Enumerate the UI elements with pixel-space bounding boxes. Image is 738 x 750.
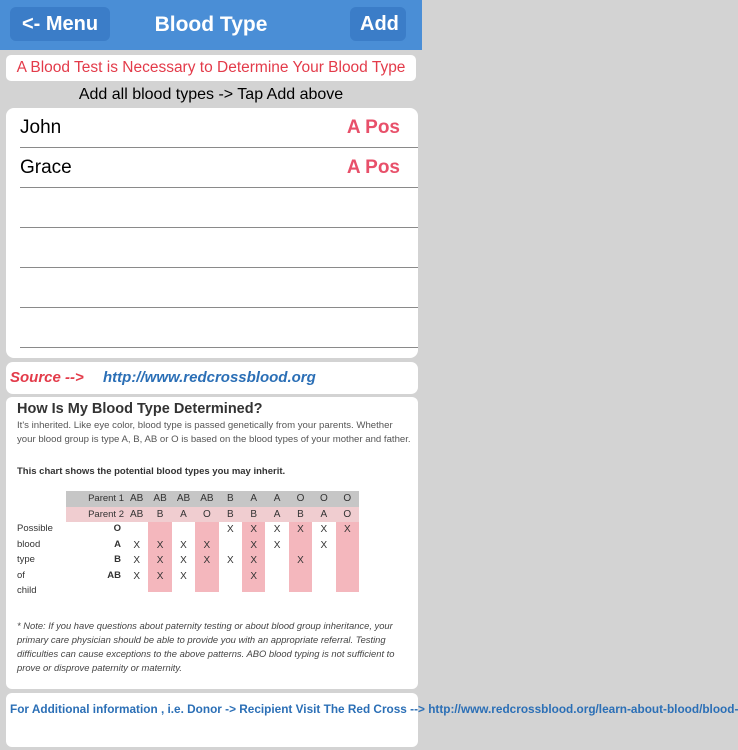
parent-1-type: O xyxy=(319,493,328,504)
possible-type-mark: X xyxy=(250,539,258,551)
possible-type-mark: X xyxy=(320,524,328,535)
parent-1-type: B xyxy=(226,493,234,504)
person-blood-type: A Pos xyxy=(346,157,400,178)
source-link[interactable]: http://www.redcrossblood.org xyxy=(103,369,316,386)
parent-2-type: A xyxy=(273,508,281,520)
child-blood-type: B xyxy=(114,554,121,565)
blood-type-list xyxy=(6,108,418,358)
possible-type-mark: X xyxy=(226,555,234,566)
parent-2-type: B xyxy=(156,508,164,520)
empty-list-row xyxy=(20,188,418,228)
additional-info-bar xyxy=(6,693,738,747)
parent-1-type: AB xyxy=(200,493,214,504)
chart-heading: This chart shows the potential blood types you may inherit. xyxy=(17,466,286,477)
parent-1-type: A xyxy=(273,493,281,504)
person-blood-type: A Pos xyxy=(346,117,400,138)
possible-type-mark: X xyxy=(273,524,281,535)
person-name: John xyxy=(20,117,62,138)
additional-info-link[interactable]: http://www.redcrossblood.org/learn-about-blood/blood- xyxy=(428,702,738,716)
navigation-bar xyxy=(0,0,422,50)
parent-1-label: Parent 1 xyxy=(88,493,124,504)
child-blood-type: O xyxy=(113,523,121,534)
page-title: Blood Type xyxy=(154,13,268,36)
blood-type-info-panel xyxy=(6,397,418,689)
paternity-note: * Note: If you have questions about paternity testing or about blood group inheritance, your primary care physician should be able to provide you with an appropriate referral. Testing difficulties can cause exceptions to the above patterns. ABO blood typing is not sufficient to prove or disprove paternity or maternity. xyxy=(17,620,395,673)
list-item[interactable] xyxy=(20,148,418,188)
child-blood-type: A xyxy=(114,538,121,550)
possible-type-mark: X xyxy=(133,539,141,551)
parent-2-type: AB xyxy=(130,508,144,520)
parent-1-type: O xyxy=(296,493,305,504)
possible-type-mark: X xyxy=(250,524,258,535)
possible-type-mark: X xyxy=(273,539,281,551)
parent-2-type: O xyxy=(343,508,352,520)
parent-2-type: A xyxy=(180,508,187,520)
possible-type-mark: X xyxy=(156,539,164,551)
person-name: Grace xyxy=(20,157,72,178)
parent-1-type: AB xyxy=(176,493,191,504)
possible-type-mark: X xyxy=(156,570,164,582)
additional-info-text xyxy=(10,700,738,718)
list-item[interactable] xyxy=(20,108,418,148)
child-type-label: blood xyxy=(17,538,41,550)
add-button[interactable]: Add xyxy=(350,7,406,41)
possible-type-mark: X xyxy=(250,570,258,582)
blood-test-warning: A Blood Test is Necessary to Determine Your Blood Type xyxy=(6,55,416,81)
child-blood-type: AB xyxy=(107,569,121,581)
child-type-label: child xyxy=(17,585,37,596)
additional-info-label: For Additional information , i.e. Donor -> Recipient Visit The Red Cross --> xyxy=(10,702,425,716)
possible-type-mark: X xyxy=(250,555,258,566)
parent-1-type: AB xyxy=(153,493,167,504)
parent-2-type: B xyxy=(297,508,304,520)
parent-1-type: AB xyxy=(130,493,144,504)
parent-2-type: B xyxy=(250,508,258,520)
info-body: It's inherited. Like eye color, blood type is passed genetically from your parents. Whether your blood group is type A, B, AB or O is based on the blood types of your mother and father. xyxy=(17,420,411,445)
menu-button[interactable]: <- Menu xyxy=(10,7,110,41)
possible-type-mark: X xyxy=(133,555,141,566)
possible-type-mark: X xyxy=(156,555,164,566)
possible-type-mark: X xyxy=(297,555,304,566)
possible-type-mark: X xyxy=(203,539,211,551)
possible-type-mark: X xyxy=(203,555,211,566)
source-label: Source --> xyxy=(10,369,84,386)
parent-2-type: O xyxy=(202,508,211,520)
possible-type-mark: X xyxy=(180,570,187,582)
possible-type-mark: X xyxy=(226,524,234,535)
possible-type-mark: X xyxy=(343,524,351,535)
parent-2-label: Parent 2 xyxy=(88,508,124,520)
empty-list-row xyxy=(20,228,418,268)
child-type-label: type xyxy=(17,554,35,565)
parent-2-type: A xyxy=(320,508,328,520)
child-type-label: of xyxy=(17,569,25,581)
parent-1-type: A xyxy=(250,493,258,504)
info-title: How Is My Blood Type Determined? xyxy=(17,401,263,417)
source-bar xyxy=(6,362,418,394)
parent-2-type: B xyxy=(226,508,234,520)
instruction-text: Add all blood types -> Tap Add above xyxy=(78,86,344,103)
empty-list-row xyxy=(20,268,418,308)
possible-type-mark: X xyxy=(297,524,304,535)
possible-type-mark: X xyxy=(180,539,187,551)
possible-type-mark: X xyxy=(180,555,187,566)
child-type-label: Possible xyxy=(17,523,53,534)
parent-1-type: O xyxy=(343,493,352,504)
possible-type-mark: X xyxy=(320,539,328,551)
possible-type-mark: X xyxy=(133,570,141,582)
empty-list-row xyxy=(20,308,418,348)
